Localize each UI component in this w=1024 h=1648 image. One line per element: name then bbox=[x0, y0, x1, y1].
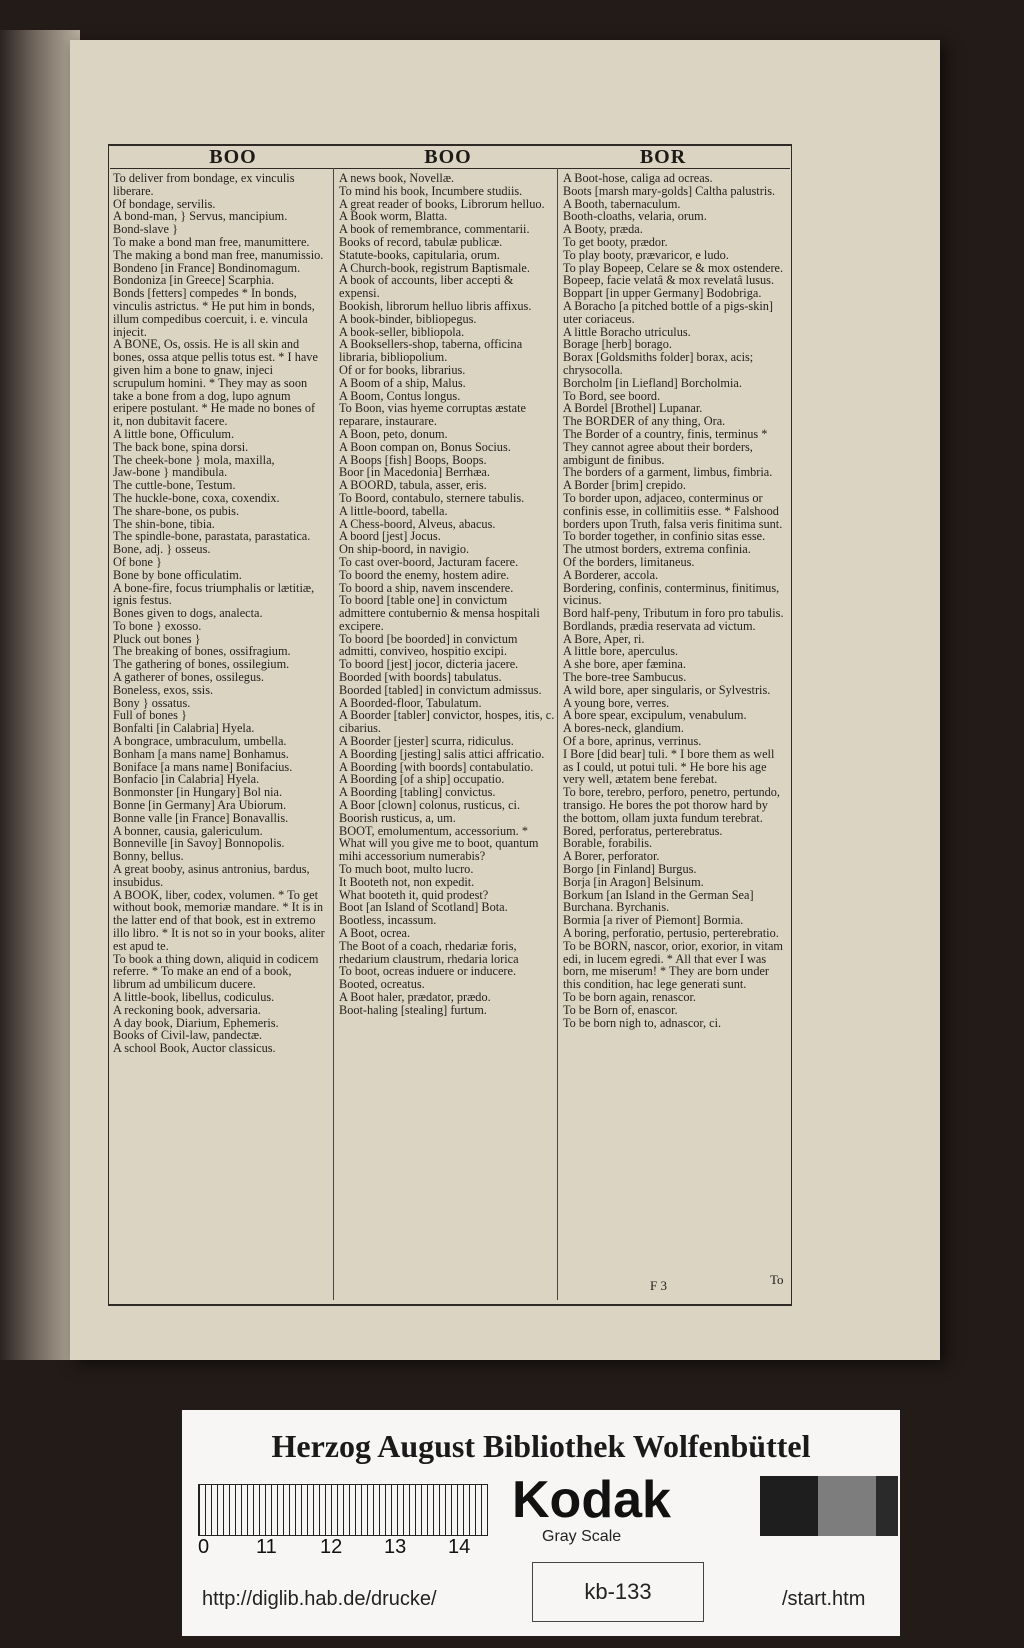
dictionary-entry: Boot-haling [stealing] furtum. bbox=[339, 1002, 487, 1017]
dictionary-entry: Borable, forabilis. bbox=[563, 836, 653, 851]
shelfmark-box: kb-133 bbox=[532, 1562, 704, 1622]
dictionary-entry: To be BORN, nascor, orior, exorior, in vitam edi, in lucem egredi. * All that ever I was born, me miserum! * They are born under this condition, hac lege generati sunt. bbox=[563, 938, 783, 992]
dictionary-entry: To book a thing down, aliquid in codicem referre. * To make an end of a book, librum ad umbilicum ducere. bbox=[113, 951, 319, 992]
dictionary-entry: Bone by bone officulatim. bbox=[113, 567, 242, 582]
dictionary-entry: It Booteth not, non expedit. bbox=[339, 874, 475, 889]
dictionary-entry: To be Born of, enascor. bbox=[563, 1002, 678, 1017]
dictionary-entry: A Boording [of a ship] occupatio. bbox=[339, 772, 505, 787]
dictionary-entry: Bondeno [in France] Bondinomagum. bbox=[113, 260, 301, 275]
dictionary-entry: A little Boracho utriculus. bbox=[563, 324, 691, 339]
dictionary-entry: A day book, Diarium, Ephemeris. bbox=[113, 1015, 279, 1030]
dictionary-entry: Of a bore, aprinus, verrinus. bbox=[563, 734, 702, 749]
dictionary-entry: A boring, perforatio, pertusio, perterebratio. bbox=[563, 926, 779, 941]
dictionary-entry: Bonmonster [in Hungary] Bol nia. bbox=[113, 785, 283, 800]
dictionary-entry: The shin-bone, tibia. bbox=[113, 516, 215, 531]
dictionary-entry: The cheek-bone } mola, maxilla, bbox=[113, 452, 275, 467]
dictionary-entry: A Boot, ocrea. bbox=[339, 926, 411, 941]
dictionary-entry: A little bone, Officulum. bbox=[113, 426, 235, 441]
gray-scale-label: Gray Scale bbox=[542, 1528, 622, 1545]
dictionary-entry: BOOT, emolumentum, accessorium. * What will you give me to boot, quantum mihi accessorium numerabis? bbox=[339, 823, 539, 864]
dictionary-entry: The spindle-bone, parastata, parastatica. bbox=[113, 529, 311, 544]
dictionary-entry: Full of bones } bbox=[113, 708, 187, 723]
dictionary-entry: To mind his book, Incumbere studiis. bbox=[339, 183, 523, 198]
dictionary-entry: Boot [an Island of Scotland] Bota. bbox=[339, 900, 508, 915]
ruler-number: 0 bbox=[198, 1536, 210, 1558]
dictionary-entry: A Boor [clown] colonus, rusticus, ci. bbox=[339, 798, 521, 813]
dictionary-entry: To bone } exosso. bbox=[113, 618, 202, 633]
dictionary-entry: A Boon compan on, Bonus Socius. bbox=[339, 439, 511, 454]
ruler-number: 14 bbox=[448, 1536, 471, 1558]
dictionary-entry: On ship-boord, in navigio. bbox=[339, 542, 470, 557]
dictionary-entry: Bord half-peny, Tributum in foro pro tabulis. bbox=[563, 606, 784, 621]
dictionary-entry: A Boom of a ship, Malus. bbox=[339, 375, 466, 390]
header-column-1: BOO bbox=[209, 146, 257, 168]
dictionary-entry: The Boot of a coach, rhedariæ foris, rhedarium claustrum, rhedaria lorica bbox=[339, 938, 519, 966]
dictionary-entry: A BONE, Os, ossis. He is all skin and bones, ossa atque pellis totus est. * I have given him a bone to gnaw, injeci scrupulum homini. * They may as soon take a bone from a dog, lupo agnum eripere postulant. * He made no bones of it, non dubitavit facere. bbox=[113, 337, 318, 429]
dictionary-entry: A bores-neck, glandium. bbox=[563, 721, 684, 736]
dictionary-entry: I Bore [did bear] tuli. * I bore them as well as I could, ut potui tuli. * He bore his age very well, ætatem bene ferebat. bbox=[563, 746, 775, 787]
ruler-number: 11 bbox=[256, 1536, 277, 1558]
dictionary-entry: To border upon, adjaceo, conterminus or confinis esse, in collimitiis esse. * Falshood borders upon Truth, falsa veris finitima sunt. bbox=[563, 490, 783, 531]
dictionary-entry: Bonfacio [in Calabria] Hyela. bbox=[113, 772, 260, 787]
dictionary-entry: A Bore, Aper, ri. bbox=[563, 631, 645, 646]
signature-mark: F 3 bbox=[650, 1278, 667, 1293]
dictionary-entry: Pluck out bones } bbox=[113, 631, 201, 646]
dictionary-entry: Of bondage, servilis. bbox=[113, 196, 216, 211]
dictionary-entry: To Boord, contabulo, sternere tabulis. bbox=[339, 490, 525, 505]
dictionary-entry: Bonne [in Germany] Ara Ubiorum. bbox=[113, 798, 287, 813]
dictionary-entry: A great booby, asinus antronius, bardus, insubidus. bbox=[113, 862, 310, 889]
dictionary-column-1 bbox=[113, 172, 327, 1298]
ruler-scale bbox=[198, 1484, 488, 1536]
dictionary-entry: A boord [jest] Jocus. bbox=[339, 529, 441, 544]
dictionary-entry: Bonham [a mans name] Bonhamus. bbox=[113, 746, 289, 761]
dictionary-entry: Boor [in Macedonia] Berrhæa. bbox=[339, 465, 490, 480]
dictionary-entry: The Border of a country, finis, terminus * They cannot agree about their borders, ambigunt de finibus. bbox=[563, 426, 768, 467]
digitization-target-card bbox=[182, 1410, 900, 1636]
dictionary-entry: A BOOK, liber, codex, volumen. * To get without book, memoriæ mandare. * It is in the latter end of that book, est in extremo illo libro. * It is not so in your books, aliter est apud te. bbox=[113, 887, 325, 953]
dictionary-entry: Bonneville [in Savoy] Bonnopolis. bbox=[113, 836, 285, 851]
header-column-2: BOO bbox=[424, 146, 472, 168]
dictionary-entry: Bones given to dogs, analecta. bbox=[113, 606, 263, 621]
dictionary-entry: Statute-books, capitularia, orum. bbox=[339, 247, 500, 262]
dictionary-entry: Bonne valle [in France] Bonavallis. bbox=[113, 810, 289, 825]
dictionary-entry: Books of Civil-law, pandectæ. bbox=[113, 1028, 263, 1043]
dictionary-entry: Books of record, tabulæ publicæ. bbox=[339, 234, 503, 249]
dictionary-entry: Bootless, incassum. bbox=[339, 913, 437, 928]
dictionary-entry: Bond-slave } bbox=[113, 222, 178, 237]
dictionary-entry: To boord [jest] jocor, dicteria jacere. bbox=[339, 657, 519, 672]
dictionary-entry: A Booty, præda. bbox=[563, 222, 643, 237]
dictionary-entry: A Boracho [a pitched bottle of a pigs-skin] uter coriaceus. bbox=[563, 298, 774, 326]
dictionary-entry: A Bordel [Brothel] Lupanar. bbox=[563, 401, 703, 416]
dictionary-entry: A Boording [with boords] contabulatio. bbox=[339, 759, 534, 774]
dictionary-entry: A Boorder [tabler] convictor, hospes, itis, c. cibarius. bbox=[339, 708, 555, 736]
dictionary-entry: A young bore, verres. bbox=[563, 695, 670, 710]
dictionary-entry: A BOORD, tabula, asser, eris. bbox=[339, 478, 487, 493]
column-rule-1 bbox=[333, 168, 334, 1300]
dictionary-entry: To play Bopeep, Celare se & mox ostendere. bbox=[563, 260, 784, 275]
dictionary-entry: The borders of a garment, limbus, fimbria. bbox=[563, 465, 773, 480]
dictionary-entry: The breaking of bones, ossifragium. bbox=[113, 644, 291, 659]
dictionary-entry: Boorded [with boords] tabulatus. bbox=[339, 670, 502, 685]
dictionary-entry: To cast over-boord, Jacturam facere. bbox=[339, 554, 519, 569]
dictionary-entry: A Boording [jesting] salis attici affricatio. bbox=[339, 746, 545, 761]
gray-patch-mid bbox=[818, 1476, 876, 1536]
dictionary-entry: A great reader of books, Librorum helluo. bbox=[339, 196, 545, 211]
dictionary-entry: The gathering of bones, ossilegium. bbox=[113, 657, 290, 672]
dictionary-entry: A Boorder [jester] scurra, ridiculus. bbox=[339, 734, 514, 749]
dictionary-entry: The utmost borders, extrema confinia. bbox=[563, 542, 751, 557]
dictionary-entry: To boord the enemy, hostem adire. bbox=[339, 567, 510, 582]
dictionary-entry: Boorded [tabled] in convictum admissus. bbox=[339, 682, 542, 697]
dictionary-entry: The huckle-bone, coxa, coxendix. bbox=[113, 490, 280, 505]
dictionary-entry: Borgo [in Finland] Burgus. bbox=[563, 862, 697, 877]
dictionary-entry: A wild bore, aper singularis, or Sylvestris. bbox=[563, 682, 771, 697]
dictionary-entry: A Booksellers-shop, taberna, officina libraria, bibliopolium. bbox=[339, 337, 523, 365]
dictionary-entry: Bonds [fetters] compedes * In bonds, vinculis astrictus. * He put him in bonds, illum compedibus coercuit, i. e. vincula injecit. bbox=[113, 286, 315, 339]
dictionary-entry: Boppart [in upper Germany] Bodobriga. bbox=[563, 286, 762, 301]
dictionary-entry: The making a bond man free, manumissio. bbox=[113, 247, 324, 262]
dictionary-entry: A Borer, perforator. bbox=[563, 849, 660, 864]
dictionary-entry: Borkum [an Island in the German Sea] Burchana. Byrchanis. bbox=[563, 887, 754, 915]
dictionary-entry: To bore, terebro, perforo, penetro, pertundo, transigo. He bores the pot thorow hard by the bottom, ollam juxta fundum terebrat. bbox=[563, 785, 780, 825]
dictionary-entry: Bordlands, prædia reservata ad victum. bbox=[563, 618, 756, 633]
dictionary-entry: A she bore, aper fæmina. bbox=[563, 657, 686, 672]
dictionary-entry: Borcholm [in Liefland] Borcholmia. bbox=[563, 375, 742, 390]
dictionary-entry: Bony } ossatus. bbox=[113, 695, 191, 710]
dictionary-entry: Bondoniza [in Greece] Scarphia. bbox=[113, 273, 275, 288]
dictionary-entry: The BORDER of any thing, Ora. bbox=[563, 414, 726, 429]
dictionary-entry: Of bone } bbox=[113, 554, 162, 569]
dictionary-entry: To get booty, prædor. bbox=[563, 234, 668, 249]
dictionary-entry: A Boot-hose, caliga ad ocreas. bbox=[563, 172, 713, 185]
dictionary-entry: Boots [marsh mary-golds] Caltha palustris. bbox=[563, 183, 776, 198]
dictionary-entry: Bonfalti [in Calabria] Hyela. bbox=[113, 721, 255, 736]
dictionary-entry: Borax [Goldsmiths folder] borax, acis; chrysocolla. bbox=[563, 350, 754, 377]
dictionary-entry: To boord a ship, navem inscendere. bbox=[339, 580, 514, 595]
dictionary-entry: Boorish rusticus, a, um. bbox=[339, 810, 456, 825]
dictionary-entry: A school Book, Auctor classicus. bbox=[113, 1041, 276, 1056]
dictionary-entry: Bopeep, facie velatâ & mox revelatâ lusus. bbox=[563, 273, 775, 288]
dictionary-entry: Of the borders, limitaneus. bbox=[563, 554, 695, 569]
dictionary-column-3 bbox=[563, 172, 785, 1298]
dictionary-entry: A Boot haler, prædator, prædo. bbox=[339, 990, 491, 1004]
dictionary-entry: To be born again, renascor. bbox=[563, 990, 696, 1004]
dictionary-entry: A news book, Novellæ. bbox=[339, 172, 455, 185]
dictionary-entry: A little-boord, tabella. bbox=[339, 503, 448, 518]
dictionary-entry: A bond-man, } Servus, mancipium. bbox=[113, 209, 288, 224]
dictionary-entry: A Booth, tabernaculum. bbox=[563, 196, 681, 211]
dictionary-entry: A Book worm, Blatta. bbox=[339, 209, 448, 224]
gray-patch-black bbox=[876, 1476, 898, 1536]
dictionary-entry: To deliver from bondage, ex vinculis liberare. bbox=[113, 172, 295, 198]
dictionary-entry: To much boot, multo lucro. bbox=[339, 862, 474, 877]
ruler-numbers bbox=[198, 1536, 498, 1558]
dictionary-entry: Boniface [a mans name] Bonifacius. bbox=[113, 759, 293, 774]
dictionary-entry: To border together, in confinio sitas esse. bbox=[563, 529, 766, 544]
dictionary-entry: A little bore, aperculus. bbox=[563, 644, 679, 659]
dictionary-entry: A bone-fire, focus triumphalis or lætitiæ, ignis festus. bbox=[113, 580, 315, 608]
library-url: http://diglib.hab.de/drucke/ bbox=[202, 1588, 437, 1610]
dictionary-entry: A little-book, libellus, codiculus. bbox=[113, 990, 275, 1004]
dictionary-column-2 bbox=[339, 172, 555, 1298]
running-headers bbox=[110, 146, 790, 169]
dictionary-entry: A book of accounts, liber accepti & expensi. bbox=[339, 273, 514, 301]
dictionary-entry: A book-seller, bibliopola. bbox=[339, 324, 465, 339]
dictionary-entry: A reckoning book, adversaria. bbox=[113, 1002, 261, 1017]
dictionary-entry: A Boon, peto, donum. bbox=[339, 426, 448, 441]
dictionary-entry: A bongrace, umbraculum, umbella. bbox=[113, 734, 287, 749]
ruler-number: 12 bbox=[320, 1536, 343, 1558]
dictionary-entry: To boot, ocreas induere or inducere. bbox=[339, 964, 517, 979]
dictionary-entry: A bore spear, excipulum, venabulum. bbox=[563, 708, 747, 723]
dictionary-entry: Bonny, bellus. bbox=[113, 849, 184, 864]
dictionary-entry: A gatherer of bones, ossilegus. bbox=[113, 670, 264, 685]
dictionary-entry: A Boorded-floor, Tabulatum. bbox=[339, 695, 482, 710]
dictionary-entry: A Church-book, registrum Baptismale. bbox=[339, 260, 530, 275]
dictionary-entry: Bormia [a river of Piemont] Bormia. bbox=[563, 913, 744, 928]
dictionary-entry: Booted, ocreatus. bbox=[339, 977, 425, 992]
dictionary-entry: To make a bond man free, manumittere. bbox=[113, 234, 310, 249]
kodak-logo: Kodak bbox=[512, 1471, 671, 1529]
dictionary-entry: Bookish, librorum helluo libris affixus. bbox=[339, 298, 532, 313]
dictionary-entry: Borja [in Aragon] Belsinum. bbox=[563, 874, 704, 889]
dictionary-entry: The back bone, spina dorsi. bbox=[113, 439, 249, 454]
dictionary-entry: What booteth it, quid prodest? bbox=[339, 887, 489, 902]
dictionary-entry: A book of remembrance, commentarii. bbox=[339, 222, 530, 237]
header-column-3: BOR bbox=[639, 146, 687, 168]
dictionary-entry: A Boops [fish] Boops, Boops. bbox=[339, 452, 487, 467]
dictionary-entry: A Chess-boord, Alveus, abacus. bbox=[339, 516, 496, 531]
dictionary-entry: Of or for books, librarius. bbox=[339, 362, 466, 377]
dictionary-entry: The bore-tree Sambucus. bbox=[563, 670, 687, 685]
dictionary-entry: Bone, adj. } osseus. bbox=[113, 542, 211, 557]
column-rule-2 bbox=[557, 168, 558, 1300]
dictionary-entry: To Bord, see boord. bbox=[563, 388, 661, 403]
dictionary-entry: A Boording [tabling] convictus. bbox=[339, 785, 496, 800]
dictionary-entry: Jaw-bone } mandibula. bbox=[113, 465, 228, 480]
book-gutter-edge bbox=[0, 30, 80, 1360]
gray-patch-dark bbox=[760, 1476, 818, 1536]
dictionary-entry: A Boom, Contus longus. bbox=[339, 388, 461, 403]
dictionary-entry: To boord [table one] in convictum admittere contubernio & mensa hospitali excipere. bbox=[339, 593, 540, 633]
catchword: To bbox=[770, 1272, 784, 1287]
dictionary-entry: A Border [brim] crepido. bbox=[563, 478, 686, 493]
dictionary-entry: To play booty, prævaricor, e ludo. bbox=[563, 247, 729, 262]
library-title: Herzog August Bibliothek Wolfenbüttel bbox=[271, 1428, 811, 1464]
dictionary-entry: To boord [be boorded] in convictum admitti, conviveo, hospitio excipi. bbox=[339, 631, 518, 659]
dictionary-entry: Bordering, confinis, conterminus, finitimus, vicinus. bbox=[563, 580, 780, 608]
dictionary-entry: A book-binder, bibliopegus. bbox=[339, 311, 477, 326]
dictionary-entry: Borage [herb] borago. bbox=[563, 337, 672, 352]
dictionary-entry: To be born nigh to, adnascor, ci. bbox=[563, 1015, 722, 1030]
dictionary-entry: A bonner, causia, galericulum. bbox=[113, 823, 263, 838]
dictionary-entry: To Boon, vias hyeme corruptas æstate reparare, instaurare. bbox=[339, 401, 526, 429]
start-file: /start.htm bbox=[782, 1588, 866, 1610]
dictionary-entry: The share-bone, os pubis. bbox=[113, 503, 240, 518]
dictionary-entry: The cuttle-bone, Testum. bbox=[113, 478, 236, 493]
dictionary-entry: Boneless, exos, ssis. bbox=[113, 682, 214, 697]
dictionary-entry: Bored, perforatus, perterebratus. bbox=[563, 823, 723, 838]
ruler-number: 13 bbox=[384, 1536, 407, 1558]
dictionary-entry: Booth-cloaths, velaria, orum. bbox=[563, 209, 707, 224]
dictionary-entry: A Borderer, accola. bbox=[563, 567, 659, 582]
